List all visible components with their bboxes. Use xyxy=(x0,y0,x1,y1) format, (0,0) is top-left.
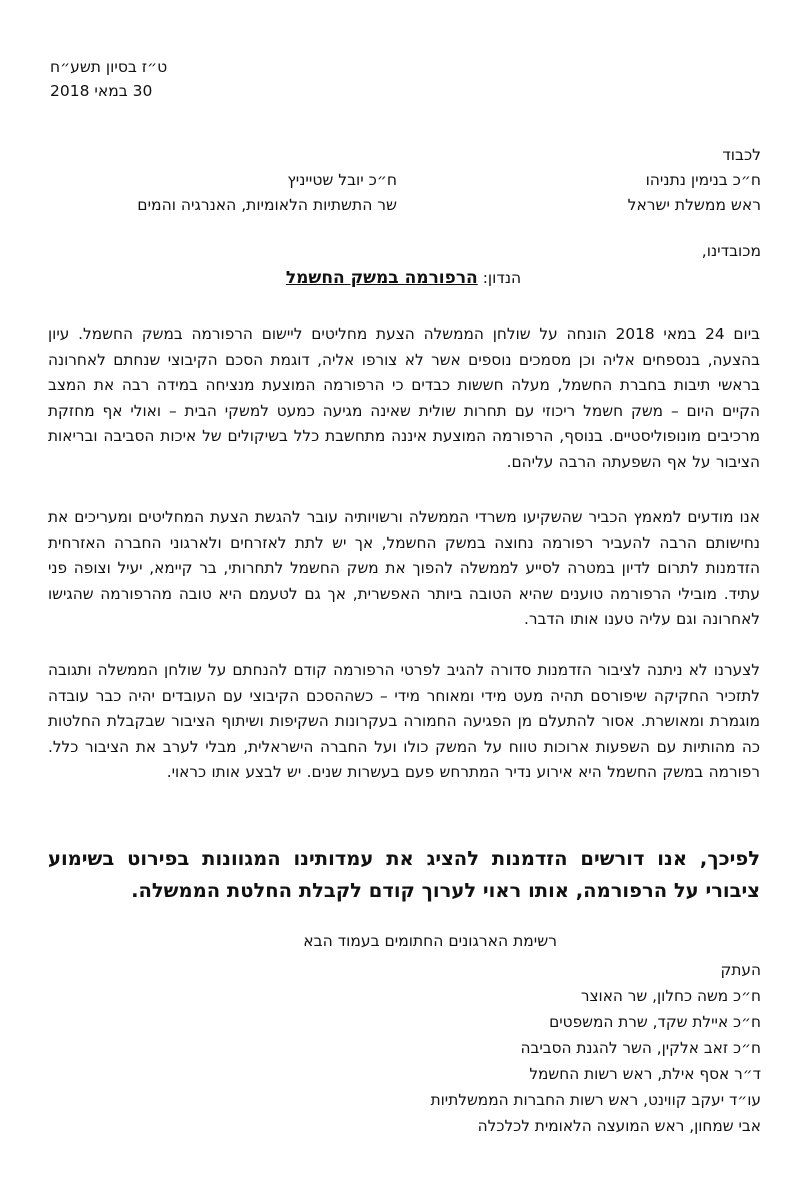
subject-title: הרפורמה במשק החשמל xyxy=(285,268,478,288)
body-paragraph-2: אנו מודעים למאמץ הכביר שהשקיעו משרדי הממשלה ורשויותיה עובר להגשת הצעת המחליטים ומעריכים את נחישותם הרבה להעביר רפורמה נחוצה במשק החשמל, אך יש לתת לאזרחים ולארגוני החברה האזרחית הזדמנות לתרום לדיון במטרה לסייע לממשלה להפוך את משק החשמל לתחרותי, בר קיימא, יעיל וצופה פני עתיד. מובילי הרפורמה טוענים שהיא הטובה ביותר האפשרית, אך גם לטעמם היא טובה מהרפורמה שהגישו לאחרונה וגם עליה טענו אותו הדבר. xyxy=(48,508,760,628)
copies-label: העתק xyxy=(720,961,761,979)
copy-recipient: ד״ר אסף אילת, ראש רשות החשמל xyxy=(529,1065,761,1083)
copy-recipient: עו״ד יעקב קווינט, ראש רשות החברות הממשלתיות xyxy=(430,1091,761,1109)
demand-paragraph: לפיכך, אנו דורשים הזדמנות להציג את עמדותינו המגוונות בפירוט בשימוע ציבורי על הרפורמה, אותו ראוי לערוך קודם לקבלת החלטת הממשלה. xyxy=(48,847,760,902)
recipient1-title: ראש ממשלת ישראל xyxy=(627,196,761,214)
recipient1-name: ח״כ בנימין נתניהו xyxy=(645,171,761,189)
subject-line xyxy=(286,268,521,288)
recipient2-title: שר התשתיות הלאומיות, האנרגיה והמים xyxy=(137,196,397,214)
gregorian-date: 30 במאי 2018 xyxy=(50,82,153,100)
hebrew-date: ט״ז בסיון תשע״ח xyxy=(50,58,168,76)
signatories-note: רשימת הארגונים החתומים בעמוד הבא xyxy=(303,932,557,950)
recipient2-name: ח״כ יובל שטייניץ xyxy=(287,171,397,189)
copy-recipient: ח״כ זאב אלקין, השר להגנת הסביבה xyxy=(520,1039,761,1057)
copy-recipient: ח״כ משה כחלון, שר האוצר xyxy=(580,987,761,1005)
greeting: מכובדינו, xyxy=(701,242,761,260)
copy-recipient: ח״כ איילת שקד, שרת המשפטים xyxy=(549,1013,761,1031)
body-paragraph-1: ביום 24 במאי 2018 הונחה על שולחן הממשלה הצעת מחליטים ליישום הרפורמה במשק החשמל. עיון בהצעה, בנספחים אליה וכן מסמכים נוספים אשר לא צורפו אליה, דוגמת הסכם הקיבוצי שנחתם לאחרונה בראשי תיבות בחברת החשמל, מעלה חששות כבדים כי הרפורמה המוצעת מנציחה במידה רבה את המצב הקיים היום – משק חשמל ריכוזי עם תחרות שולית שאינה מגיעה כמעט למשקי הבית – ואולי אף מחזקת מרכיבים מונופוליסטיים. בנוסף, הרפורמה המוצעת איננה מתחשבת כלל בשיקולים של איכות הסביבה ובריאות הציבור על אף השפעתה הרבה עליהם. xyxy=(48,325,760,471)
body-paragraph-3: לצערנו לא ניתנה לציבור הזדמנות סדורה להגיב לפרטי הרפורמה קודם להנחתם על שולחן הממשלה ותגובה לתזכיר החקיקה שיפורסם תהיה מעט מידי ומאוחר מידי – כשההסכם הקיבוצי עם העובדים יהיה כבר עובדה מוגמרת ומאושרת. אסור להתעלם מן הפגיעה החמורה בעקרונות השקיפות ושיתוף הציבור שבקבלת החלטות כה מהותיות עם השפעות ארוכות טווח על המשק כולו ועל החברה הישראלית, מבלי לערב את הציבור כלל. רפורמה במשק החשמל היא אירוע נדיר המתרחש פעם בעשרות שנים. יש לבצע אותו כראוי. xyxy=(48,661,760,781)
to-label: לכבוד xyxy=(722,146,761,164)
subject-label: הנדון: xyxy=(482,269,522,287)
copy-recipient: אבי שמחון, ראש המועצה הלאומית לכלכלה xyxy=(477,1117,761,1135)
